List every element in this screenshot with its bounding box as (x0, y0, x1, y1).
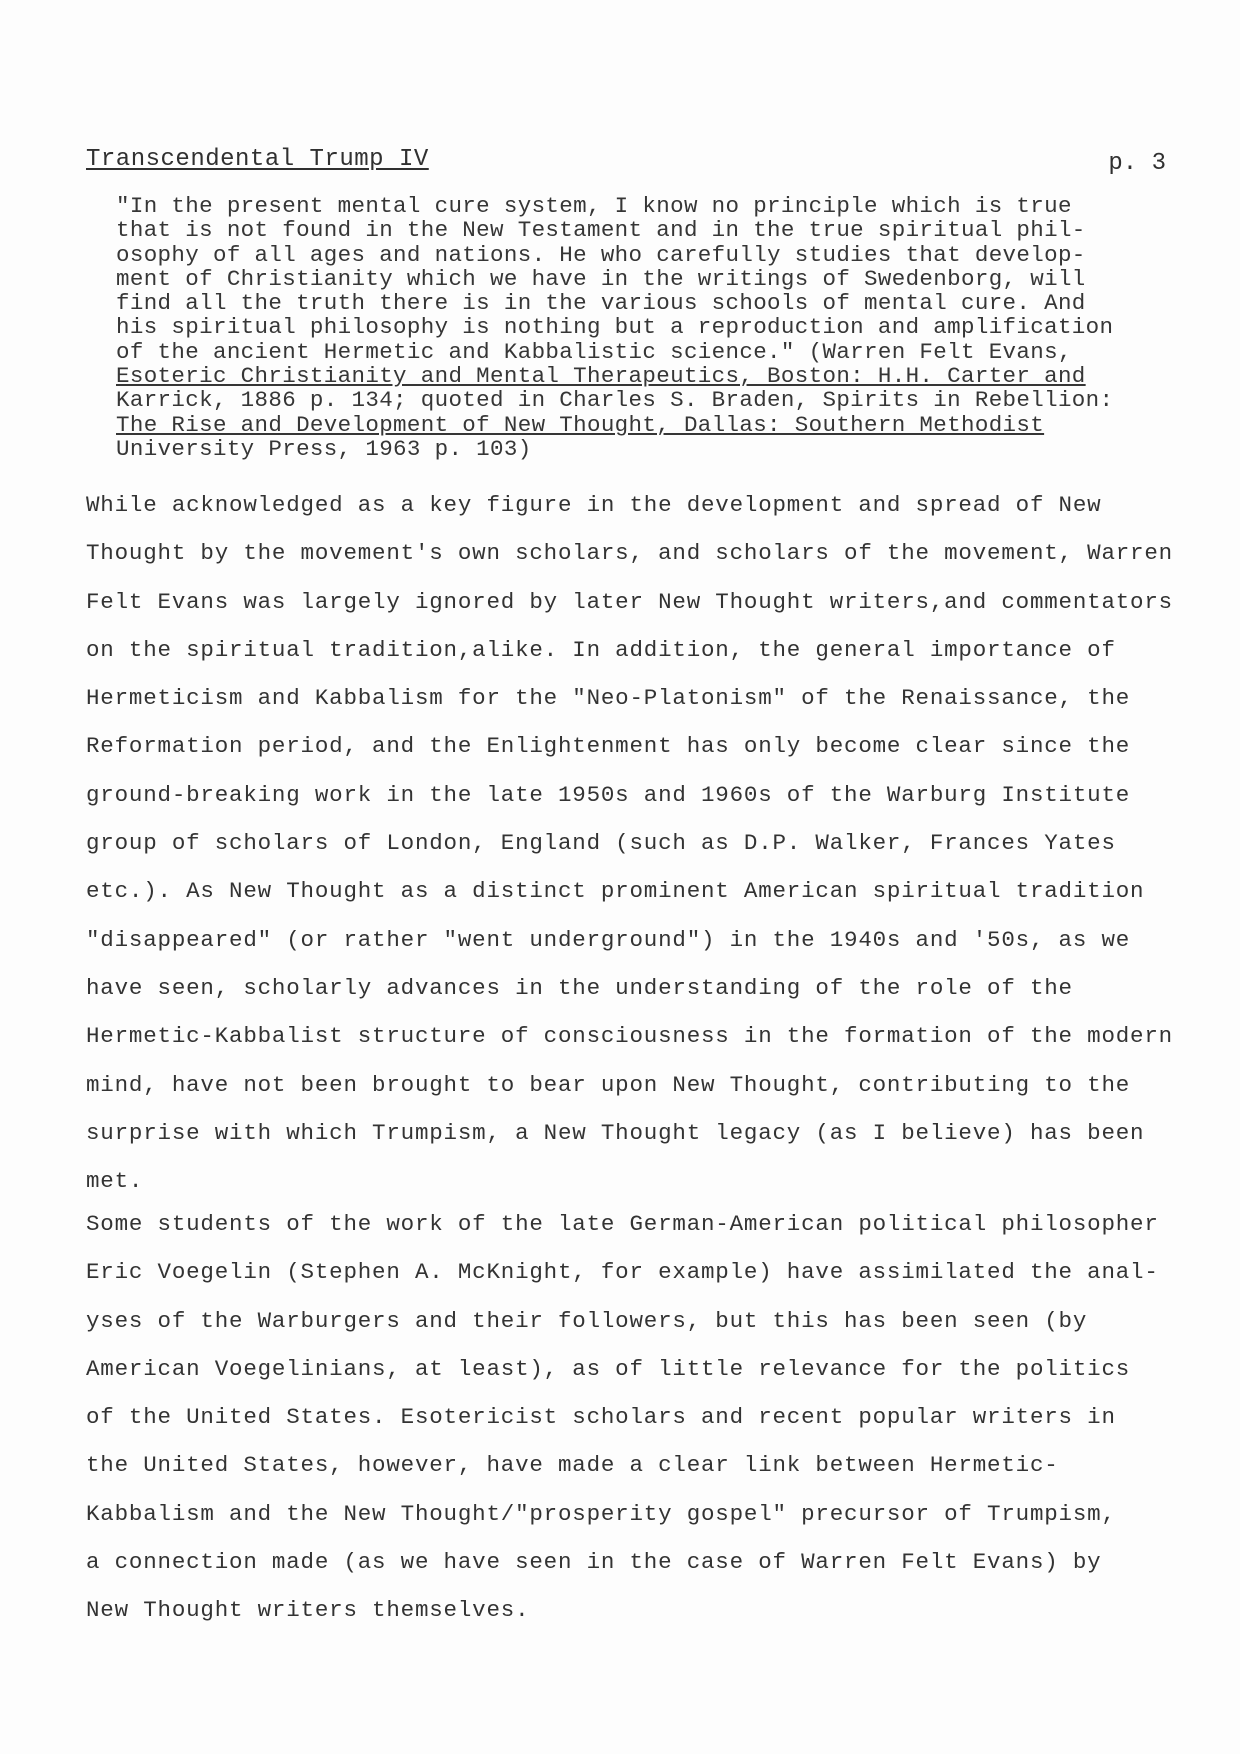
quote-line: "In the present mental cure system, I know no principle which is true (116, 193, 1072, 219)
body-paragraph-1 (86, 492, 1196, 1216)
document-title: Transcendental Trump IV (86, 146, 429, 173)
quote-line-citation-title: The Rise and Development of New Thought, Dallas: Southern Methodist (116, 411, 1045, 438)
body-paragraph-2 (86, 1211, 1196, 1646)
quote-line: find all the truth there is in the various schools of mental cure. And (116, 290, 1086, 317)
paragraph-line: yses of the Warburgers and their followers, but this has been seen (by (86, 1307, 1088, 1334)
quote-line: his spiritual philosophy is nothing but a reproduction and amplification (116, 314, 1114, 341)
paragraph-line: of the United States. Esotericist scholars and recent popular writers in (86, 1404, 1116, 1431)
page-header (86, 146, 1166, 186)
paragraph-line: Hermetic-Kabbalist structure of consciousness in the formation of the modern (86, 1023, 1173, 1050)
paragraph-line: the United States, however, have made a clear link between Hermetic- (86, 1452, 1059, 1479)
paragraph-line: Kabbalism and the New Thought/"prosperity gospel" precursor of Trumpism, (86, 1500, 1116, 1527)
paragraph-line: a connection made (as we have seen in the case of Warren Felt Evans) by (86, 1549, 1102, 1576)
paragraph-line: Reformation period, and the Enlightenment has only become clear since the (86, 733, 1131, 760)
paragraph-line: "disappeared" (or rather "went underground") in the 1940s and '50s, as we (86, 926, 1131, 953)
quote-line: that is not found in the New Testament and in the true spiritual phil- (116, 217, 1086, 244)
paragraph-line: surprise with which Trumpism, a New Thought legacy (as I believe) has been (86, 1119, 1145, 1146)
block-quote (116, 194, 1172, 461)
paragraph-line: group of scholars of London, England (such as D.P. Walker, Frances Yates (86, 830, 1116, 857)
quote-line: ment of Christianity which we have in the writings of Swedenborg, will (116, 265, 1086, 292)
paragraph-line: Felt Evans was largely ignored by later New Thought writers,and commentators (86, 588, 1173, 615)
quote-line: of the ancient Hermetic and Kabbalistic science." (Warren Felt Evans, (116, 338, 1072, 365)
paragraph-line: have seen, scholarly advances in the understanding of the role of the (86, 974, 1073, 1001)
quote-line: University Press, 1963 p. 103) (116, 435, 532, 462)
quote-line: osophy of all ages and nations. He who carefully studies that develop- (116, 241, 1086, 268)
paragraph-line: Hermeticism and Kabbalism for the "Neo-Platonism" of the Renaissance, the (86, 685, 1131, 712)
page-number: p. 3 (1108, 150, 1166, 177)
paragraph-line: Some students of the work of the late German-American political philosopher (86, 1211, 1159, 1237)
quote-line-citation-title: Esoteric Christianity and Mental Therapeutics, Boston: H.H. Carter and (116, 363, 1086, 390)
paragraph-line: While acknowledged as a key figure in the development and spread of New (86, 492, 1102, 518)
paragraph-line: met. (86, 1168, 144, 1195)
paragraph-line: Thought by the movement's own scholars, and scholars of the movement, Warren (86, 540, 1173, 567)
paragraph-line: New Thought writers themselves. (86, 1597, 530, 1624)
paragraph-line: etc.). As New Thought as a distinct prominent American spiritual tradition (86, 878, 1145, 905)
paragraph-line: on the spiritual tradition,alike. In addition, the general importance of (86, 636, 1116, 663)
paragraph-line: mind, have not been brought to bear upon New Thought, contributing to the (86, 1071, 1131, 1098)
paragraph-line: ground-breaking work in the late 1950s and 1960s of the Warburg Institute (86, 781, 1131, 808)
quote-line: Karrick, 1886 p. 134; quoted in Charles S. Braden, Spirits in Rebellion: (116, 387, 1114, 414)
paragraph-line: American Voegelinians, at least), as of little relevance for the politics (86, 1355, 1131, 1382)
paragraph-line: Eric Voegelin (Stephen A. McKnight, for example) have assimilated the anal- (86, 1259, 1159, 1286)
